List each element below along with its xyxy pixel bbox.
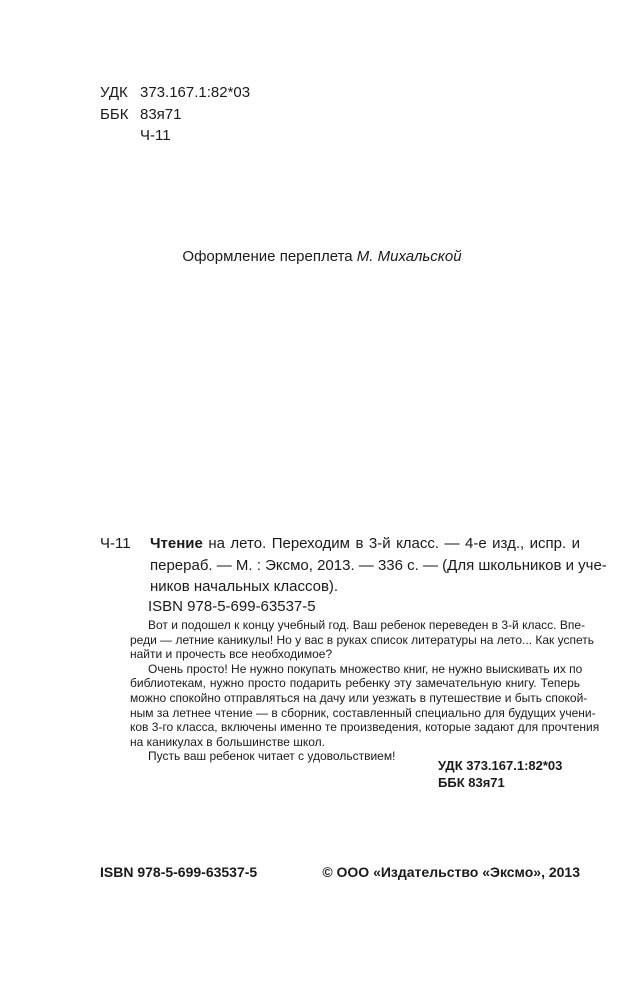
design-prefix: Оформление переплета [182,248,357,265]
designer-name: М. Михальской [356,248,462,265]
udk-row [100,82,250,104]
annotation [130,618,600,764]
bbk-label: ББК [100,105,129,123]
annotation-line: реди — летние каникулы! Но у вас в руках список литературы на лето... Как успеть [130,632,594,647]
udk-label: УДК [100,84,128,101]
udk-value: 373.167.1:82*03 [140,84,251,101]
footer-classification [438,757,562,791]
bbk-value: 83я71 [140,105,182,123]
author-mark-row [100,125,250,147]
footer-udk: УДК 373.167.1:82*03 [438,758,563,773]
footer-isbn: ISBN 978-5-699-63537-5 [100,864,258,880]
cover-design-credit [0,248,644,265]
footer-bbk: ББК 83я71 [438,775,505,790]
annotation-line: библиотекам, нужно просто подарить ребенку эту замечательную книгу. Теперь [130,676,580,691]
copyright-notice: © ООО «Издательство «Эксмо», 2013 [322,864,580,880]
annotation-line: на каникулах в большинстве школ. [130,734,325,749]
classification-block [100,82,250,147]
bibliographic-record [100,533,607,598]
biblio-line-3: ников начальных классов). [150,578,339,595]
annotation-line: ков 3-го класса, включены именно те произведения, которые задают для прочтения [130,720,600,735]
book-title: Чтение [150,535,203,552]
annotation-line: ным за летнее чтение — в сборник, составленный специально для будущих учени- [130,705,596,720]
annotation-line: можно спокойно отправляться на дачу или уезжать в путешествие и быть спокой- [130,690,588,705]
biblio-line-2: перераб. — М. : Эксмо, 2013. — 336 с. — (Для школьников и уче- [150,556,607,574]
annotation-line: найти и прочесть все необходимое? [130,647,333,662]
author-mark: Ч-11 [140,127,171,144]
annotation-line: Очень просто! Не нужно покупать множество книг, не нужно выискивать их по [148,661,583,676]
annotation-line: Пусть ваш ребенок читает с удовольствием! [148,749,396,764]
author-mark-code: Ч-11 [100,535,131,552]
bibliographic-description [150,533,607,598]
bbk-row [100,104,250,126]
biblio-line-1: Чтение на лето. Переходим в 3-й класс. — 4-е изд., испр. и [150,535,580,552]
isbn-line: ISBN 978-5-699-63537-5 [148,598,316,615]
annotation-line: Вот и подошел к концу учебный год. Ваш ребенок переведен в 3-й класс. Впе- [148,618,585,632]
